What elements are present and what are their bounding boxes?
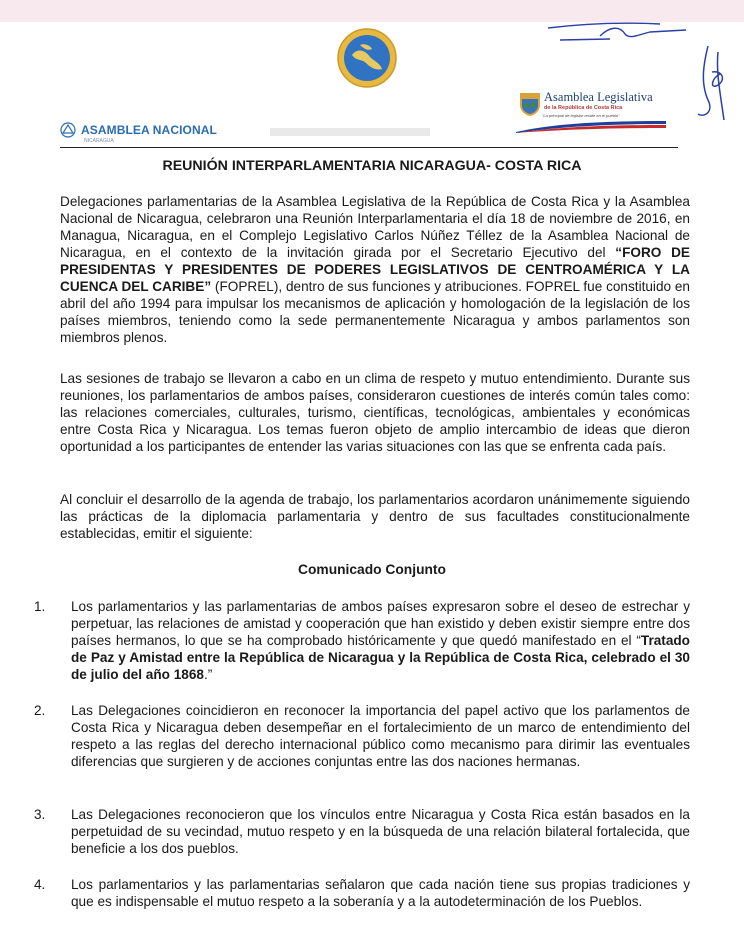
list-item-text: Las Delegaciones reconocieron que los vínculos entre Nicaragua y Costa Rica están basados en la perpetuidad de su vecindad, mutuo respeto y en la búsqueda de una relación bilateral fortalecida, que beneficie a los dos pueblos.: [71, 807, 690, 856]
asamblea-legislativa-logo: [516, 88, 696, 136]
asamblea-legislativa-title: Asamblea Legislativa: [544, 90, 653, 104]
signature-scribble-top: [540, 14, 690, 46]
asamblea-legislativa-subtitle: de la República de Costa Rica: [544, 105, 623, 111]
asamblea-nacional-emblem-icon: [60, 122, 76, 138]
list-item-text: Las Delegaciones coincidieron en reconocer la importancia del papel activo que los parlamentos de Costa Rica y Nicaragua deben desempeñar en el fortalecimiento de un marco de entendimiento del respeto a las reglas del derecho internacional público como mecanismo para dirimir las eventuales diferencias que surgieren y de acciones conjuntas entre las dos naciones hermanas.: [71, 703, 690, 769]
header-divider: [60, 147, 678, 148]
costa-rica-shield-icon: [519, 91, 541, 117]
asamblea-nacional-subtext: NICARAGUA: [84, 138, 114, 144]
paragraph-intro: [60, 193, 690, 346]
list-item-number: 4.: [34, 877, 46, 892]
section-subtitle: Comunicado Conjunto: [298, 562, 446, 577]
list-item-text: Los parlamentarios y las parlamentarias señalaron que cada nación tiene sus propias tradiciones y que es indispensable el mutuo respeto a la soberanía y a la autodeterminación de los Pueblos.: [71, 877, 690, 909]
paragraph-sessions: Las sesiones de trabajo se llevaron a cabo en un clima de respeto y mutuo entendimiento. Durante sus reuniones, los parlamentarios de ambos países, consideraron cuestiones de interés común tales como: las relaciones comerciales, culturales, turismo, científicas, tecnológicas, ambientales y económicas entre Costa Rica y Nicaragua. Los temas fueron objeto de amplio intercambio de ideas que dieron oportunidad a los participantes de entender las varias situaciones con las que se enfrenta cada país.: [60, 371, 690, 454]
list-item-text-c: .”: [203, 667, 213, 682]
paragraph-intro-text-c: (FOPREL), dentro de sus funciones y atribuciones. FOPREL fue constituido en abril del año 1994 para impulsar los mecanismos de aplicación y homologación de la legislación de los países miembros, teniendo como la sede permanentemente Nicaragua y ambos parlamentos son miembros plenos.: [60, 279, 690, 345]
document-title: REUNIÓN INTERPARLAMENTARIA NICARAGUA- COSTA RICA: [162, 158, 582, 174]
asamblea-nacional-text: ASAMBLEA NACIONAL: [81, 123, 217, 137]
list-item-number: 3.: [34, 807, 46, 822]
paragraph-conclusion: Al concluir el desarrollo de la agenda de trabajo, los parlamentarios acordaron unánimemente siguiendo las prácticas de la diplomacia parlamentaria y dentro de sus facultades constitucionalmente establecidas, emitir el siguiente:: [60, 492, 690, 541]
treaty-name: Tratado de Paz y Amistad entre la República de Nicaragua y la República de Costa Rica, celebrado el 30 de julio del año 1868: [71, 633, 690, 682]
asamblea-nacional-logo: [60, 122, 217, 138]
faint-stamp-mark: [270, 126, 430, 138]
list-item-text: [71, 598, 690, 683]
foprel-seal-logo: [336, 27, 398, 89]
signature-initials: [690, 42, 730, 124]
list-item-text-a: Los parlamentarios y las parlamentarias de ambos países expresaron sobre el deseo de estrechar y perpetuar, las relaciones de amistad y cooperación que han existido y deben existir siempre entre dos países hermanos, lo que se ha comprobado históricamente y que quedó manifestado en el “: [71, 599, 690, 648]
asamblea-legislativa-motto: "La principal de legislar reside en el pueblo": [542, 113, 620, 118]
list-item-number: 1.: [34, 599, 46, 614]
foprel-name: “FORO DE PRESIDENTAS Y PRESIDENTES DE PODERES LEGISLATIVOS DE CENTROAMÉRICA Y LA CUENCA DEL CARIBE”: [60, 245, 690, 294]
list-item-number: 2.: [34, 703, 46, 718]
flag-stripes: [516, 119, 666, 133]
paragraph-intro-text-a: Delegaciones parlamentarias de la Asamblea Legislativa de la República de Costa Rica y la Asamblea Nacional de Nicaragua, celebraron una Reunión Interparlamentaria el día 18 de noviembre de 2016, en Managua, Nicaragua, en el Complejo Legislativo Carlos Núñez Téllez de la Asamblea Nacional de Nicaragua, en el contexto de la invitación girada por el Secretario Ejecutivo del: [60, 194, 690, 260]
